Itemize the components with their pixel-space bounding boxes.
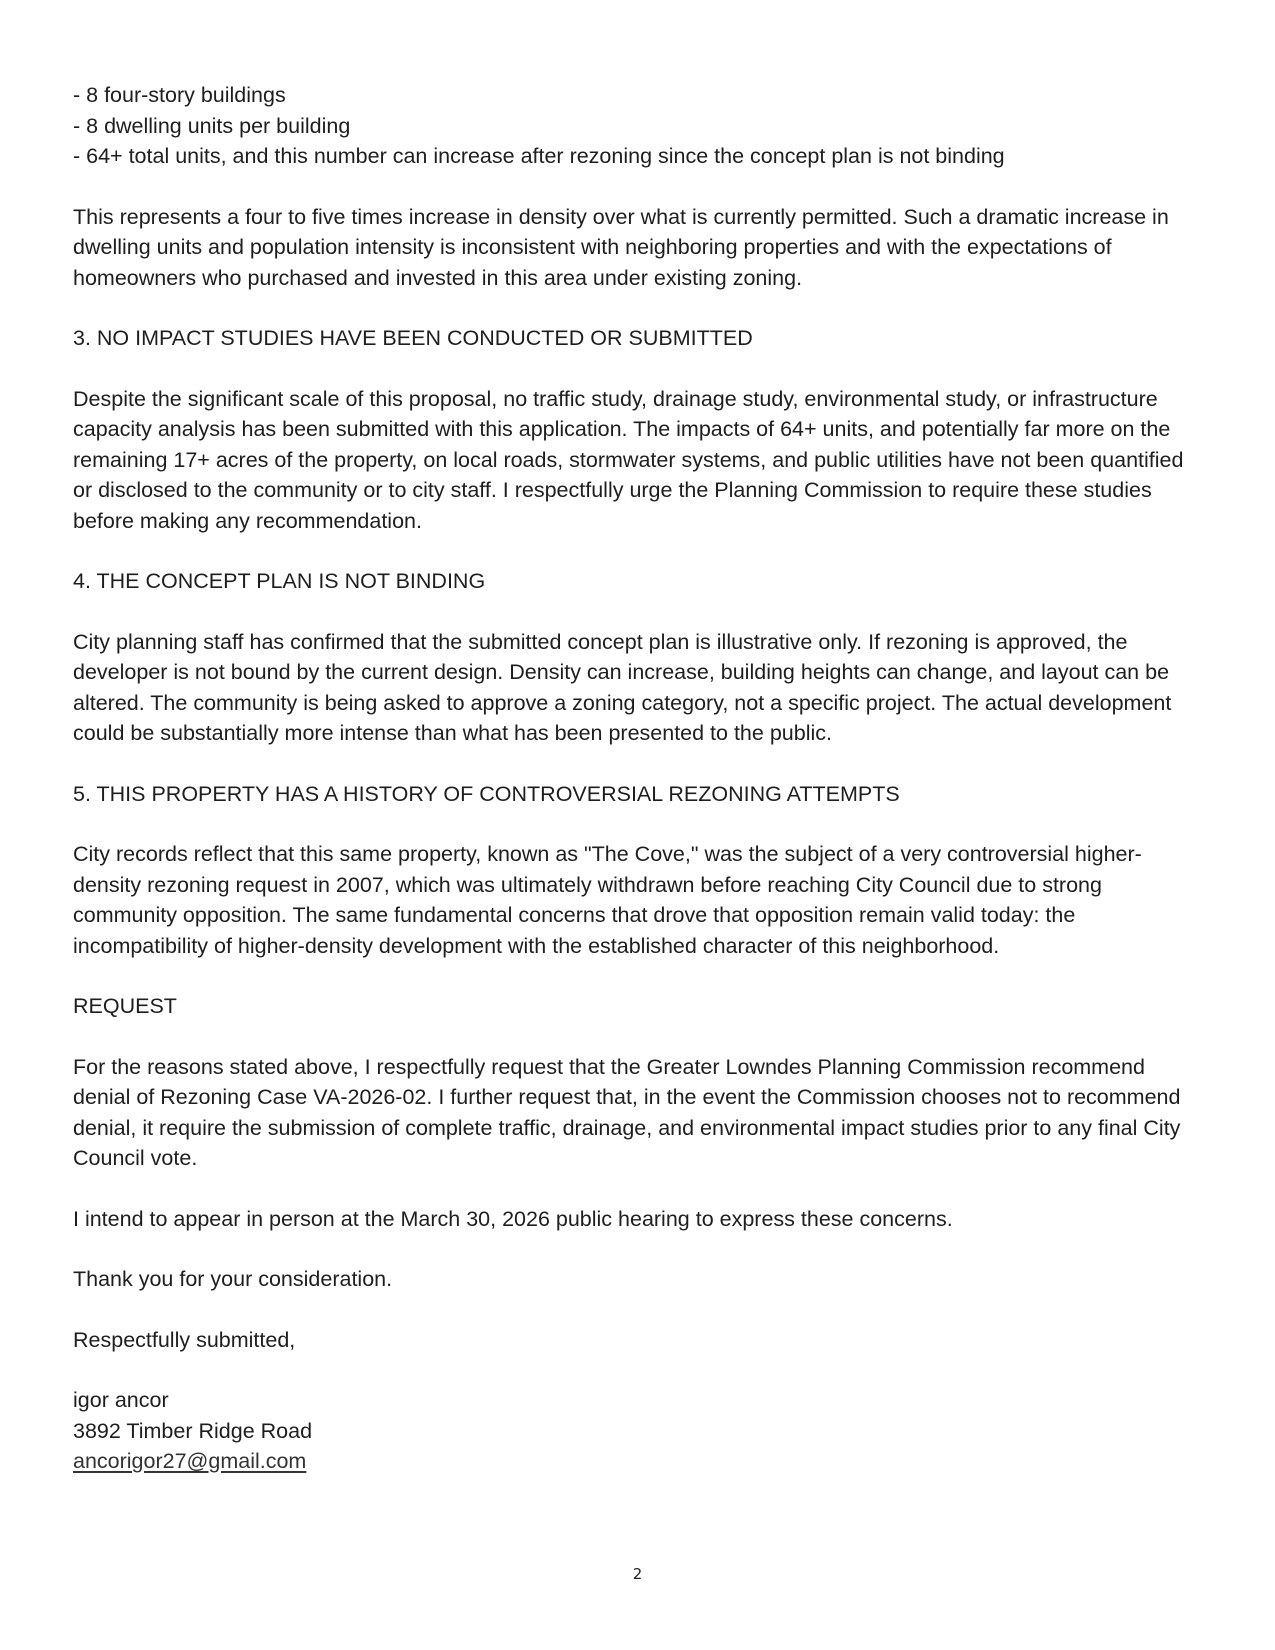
section-body-rezoning-history: City records reflect that this same property, known as "The Cove," was the subject of a very controversial higher-density rezoning request in 2007, which was ultimately withdrawn before reaching City Council due to strong community opposition. The same fundamental concerns that drove that opposition remain valid today: the incompatibility of higher-density development with the established character of this neighborhood. xyxy=(73,842,1142,958)
signer-address: 3892 Timber Ridge Road xyxy=(73,1418,313,1443)
letter-body xyxy=(73,80,1203,1477)
section-body-concept-plan: City planning staff has confirmed that the submitted concept plan is illustrative only. If rezoning is approved, the developer is not bound by the current design. Density can increase, building heights can change, and layout can be altered. The community is being asked to approve a zoning category, not a specific project. The actual development could be substantially more intense than what has been presented to the public. xyxy=(73,629,1172,745)
page-number: 2 xyxy=(632,1565,643,1583)
signer-name: igor ancor xyxy=(73,1388,169,1412)
section-body-request: For the reasons stated above, I respectfully request that the Greater Lowndes Planning Commission recommend denial of Rezoning Case VA-2026-02. I further request that, in the event the Commission chooses not to recommend denial, it require the submission of complete traffic, drainage, and environmental impact studies prior to any final City Council vote. xyxy=(73,1054,1181,1170)
hearing-paragraph: I intend to appear in person at the March 30, 2026 public hearing to express these concerns. xyxy=(73,1206,953,1231)
closing-line: Respectfully submitted, xyxy=(73,1327,296,1352)
section-heading-rezoning-history: 5. THIS PROPERTY HAS A HISTORY OF CONTROVERSIAL REZONING ATTEMPTS xyxy=(73,781,900,806)
signer-email-link[interactable]: ancorigor27@gmail.com xyxy=(73,1449,307,1473)
bullet-units-per-building: - 8 dwelling units per building xyxy=(73,113,351,138)
section-heading-concept-plan: 4. THE CONCEPT PLAN IS NOT BINDING xyxy=(73,569,486,593)
section-heading-impact-studies: 3. NO IMPACT STUDIES HAVE BEEN CONDUCTED OR SUBMITTED xyxy=(73,326,753,350)
section-heading-request: REQUEST xyxy=(73,994,177,1018)
section-body-impact-studies: Despite the significant scale of this proposal, no traffic study, drainage study, environmental study, or infrastructure capacity analysis has been submitted with this application. The impacts of 64+ units, and potentially far more on the remaining 17+ acres of the property, on local roads, stormwater systems, and public utilities have not been quantified or disclosed to the community or to city staff. I respectfully urge the Planning Commission to require these studies before making any recommendation. xyxy=(73,386,1184,533)
bullet-buildings: - 8 four-story buildings xyxy=(73,83,286,107)
bullet-total-units: - 64+ total units, and this number can increase after rezoning since the concept plan is not binding xyxy=(73,144,1005,168)
thanks-line: Thank you for your consideration. xyxy=(73,1267,393,1291)
density-paragraph: This represents a four to five times increase in density over what is currently permitted. Such a dramatic increase in dwelling units and population intensity is inconsistent with neighboring properties and with the expectations of homeowners who purchased and invested in this area under existing zoning. xyxy=(73,204,1169,290)
signature-block xyxy=(73,1385,1203,1477)
unit-bullet-list xyxy=(73,80,1203,172)
